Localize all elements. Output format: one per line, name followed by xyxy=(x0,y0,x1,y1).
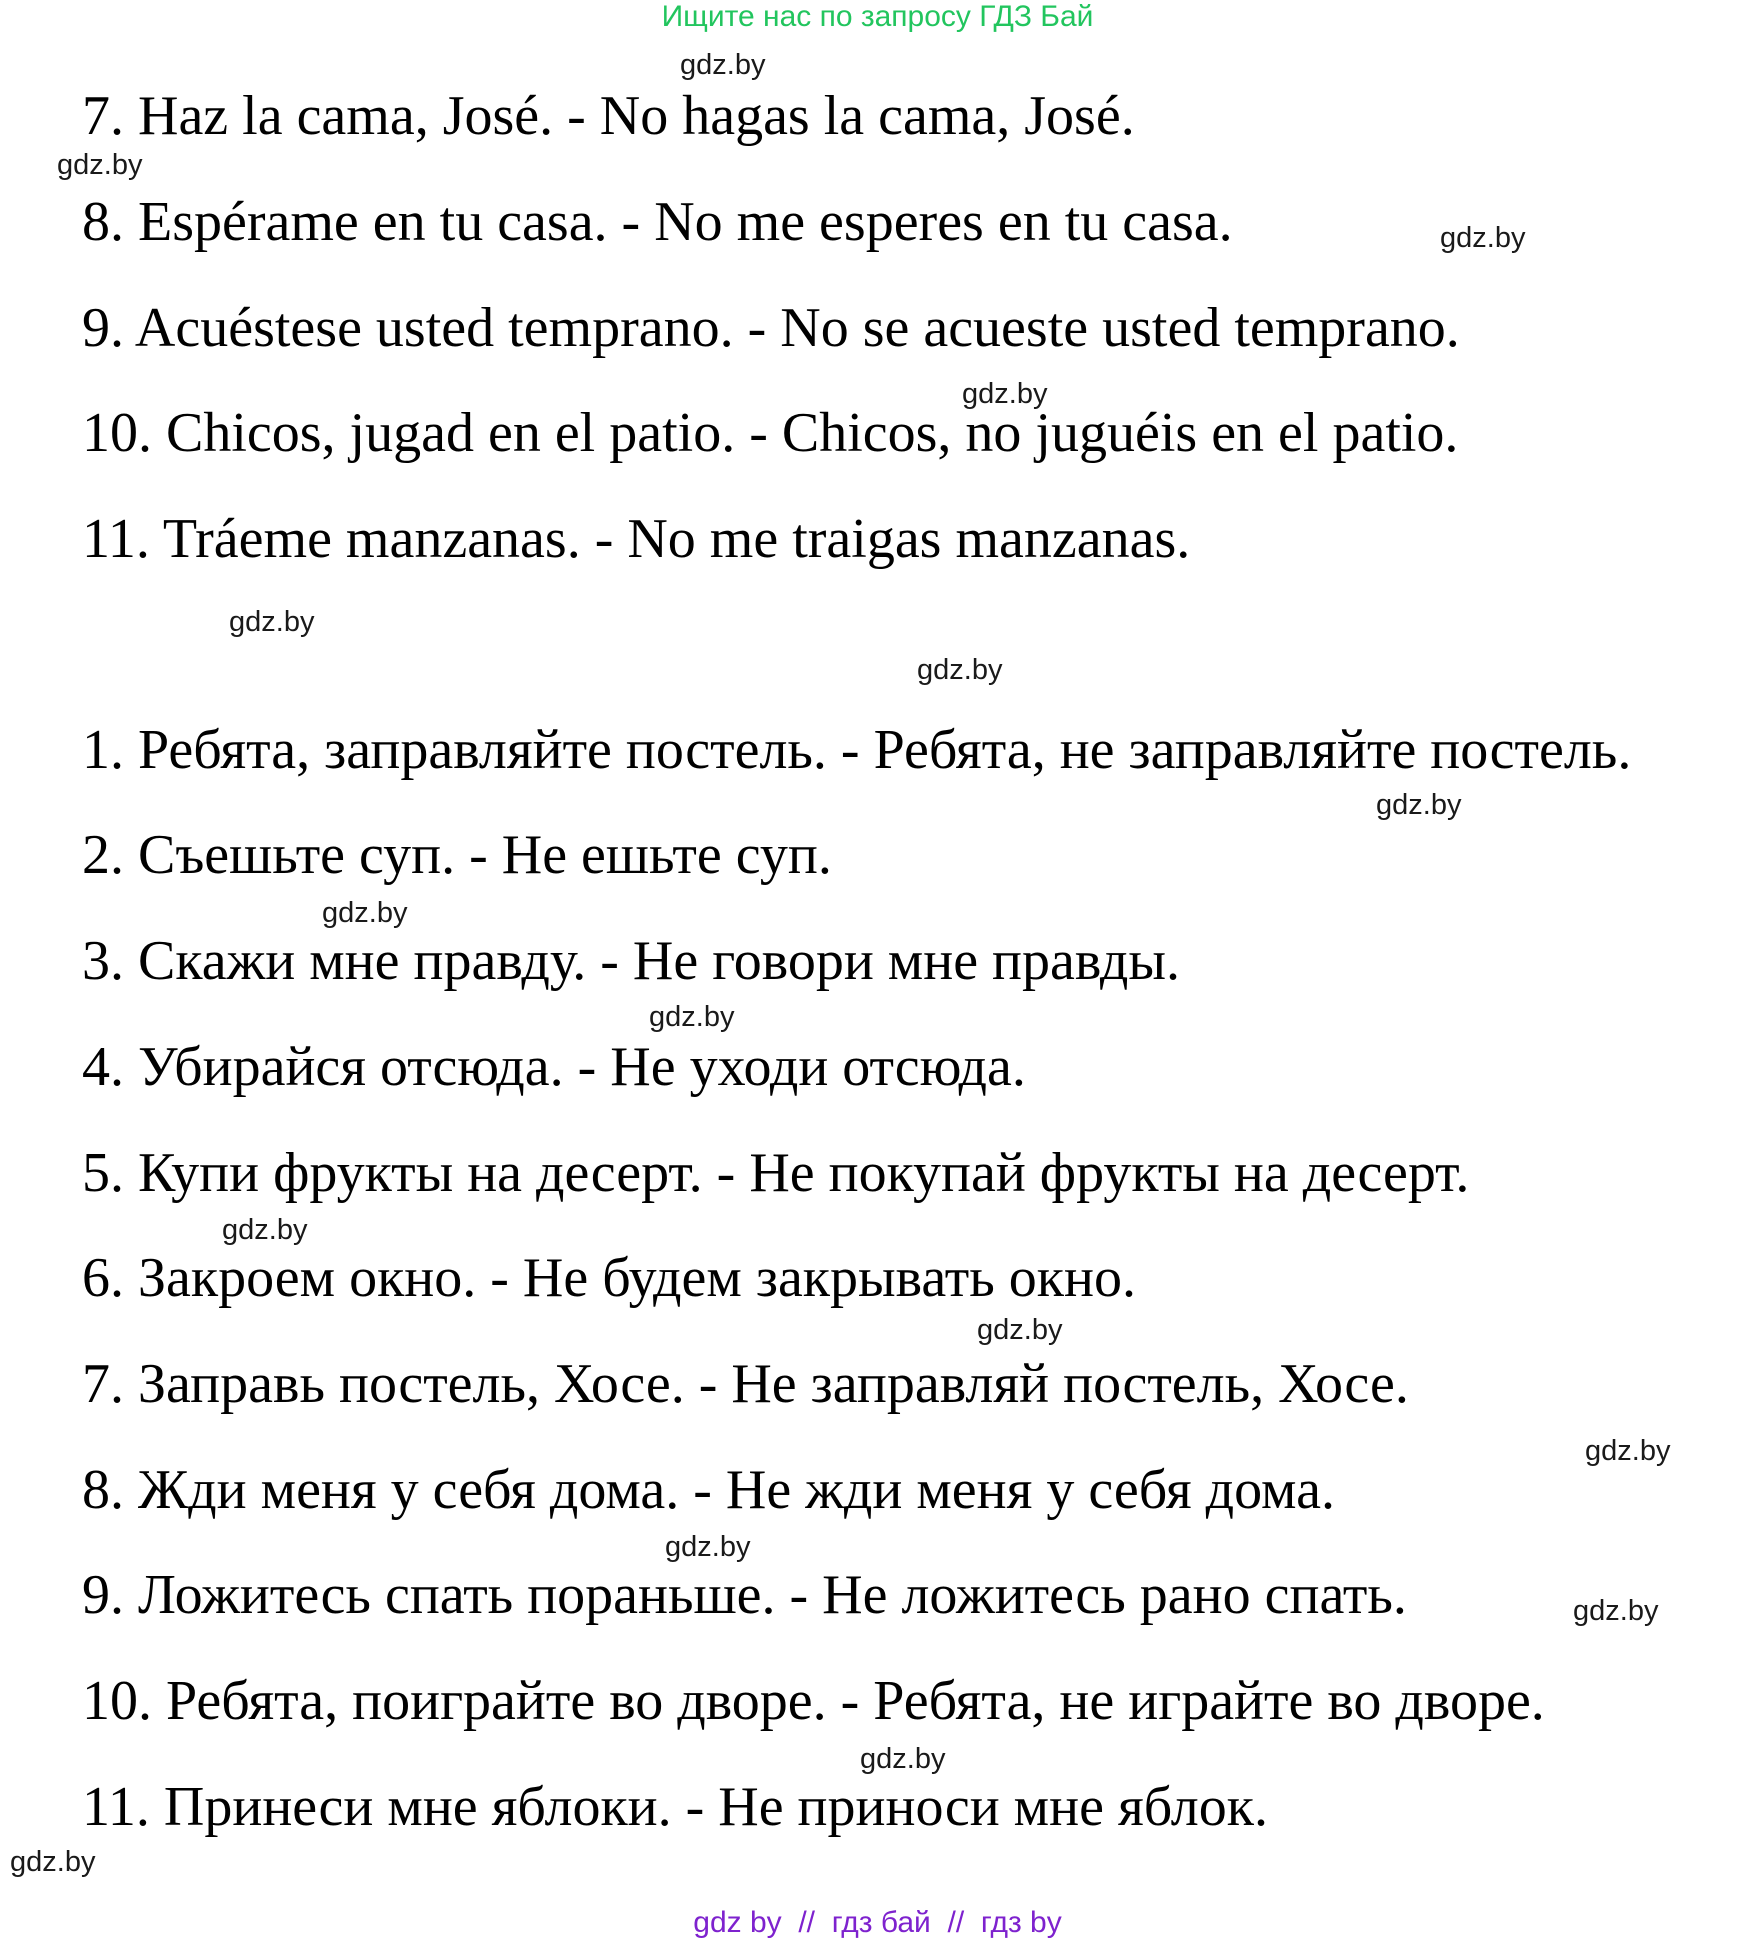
header-banner: Ищите нас по запросу ГДЗ Бай xyxy=(661,0,1094,33)
watermark: gdz.by xyxy=(222,1214,308,1246)
russian-line-3: 3. Скажи мне правду. - Не говори мне правды. xyxy=(82,930,1181,992)
watermark: gdz.by xyxy=(229,606,315,638)
russian-line-1: 1. Ребята, заправляйте постель. - Ребята, не заправляйте постель. xyxy=(82,719,1632,781)
watermark: gdz.by xyxy=(917,654,1003,686)
russian-line-9: 9. Ложитесь спать пораньше. - Не ложитесь рано спать. xyxy=(82,1564,1407,1626)
russian-line-11: 11. Принеси мне яблоки. - Не приноси мне яблок. xyxy=(82,1776,1268,1838)
russian-line-2: 2. Съешьте суп. - Не ешьте суп. xyxy=(82,824,832,886)
footer-link-gdz-by-cyr[interactable]: гдз by xyxy=(980,1906,1062,1939)
watermark: gdz.by xyxy=(1585,1435,1671,1467)
watermark: gdz.by xyxy=(1376,789,1462,821)
spanish-line-10: 10. Chicos, jugad en el patio. - Chicos, no juguéis en el patio. xyxy=(82,402,1459,464)
russian-line-4: 4. Убирайся отсюда. - Не уходи отсюда. xyxy=(82,1036,1026,1098)
watermark: gdz.by xyxy=(860,1743,946,1775)
watermark: gdz.by xyxy=(10,1846,96,1878)
watermark: gdz.by xyxy=(1573,1595,1659,1627)
watermark: gdz.by xyxy=(962,378,1048,410)
spanish-line-11: 11. Tráeme manzanas. - No me traigas manzanas. xyxy=(82,508,1191,570)
watermark: gdz.by xyxy=(665,1531,751,1563)
spanish-line-9: 9. Acuéstese usted temprano. - No se acueste usted temprano. xyxy=(82,297,1460,359)
watermark: gdz.by xyxy=(1440,222,1526,254)
footer-link-gdz-bai[interactable]: гдз бай xyxy=(831,1906,931,1939)
footer-separator: // xyxy=(781,1906,832,1939)
footer-link-gdz-by[interactable]: gdz by xyxy=(693,1906,782,1939)
russian-line-10: 10. Ребята, поиграйте во дворе. - Ребята, не играйте во дворе. xyxy=(82,1670,1545,1732)
watermark: gdz.by xyxy=(977,1314,1063,1346)
russian-line-7: 7. Заправь постель, Хосе. - Не заправляй постель, Хосе. xyxy=(82,1353,1409,1415)
watermark: gdz.by xyxy=(680,49,766,81)
watermark: gdz.by xyxy=(57,149,143,181)
russian-line-5: 5. Купи фрукты на десерт. - Не покупай фрукты на десерт. xyxy=(82,1142,1470,1204)
watermark: gdz.by xyxy=(649,1001,735,1033)
russian-line-6: 6. Закроем окно. - Не будем закрывать окно. xyxy=(82,1247,1136,1309)
spanish-line-8: 8. Espérame en tu casa. - No me esperes en tu casa. xyxy=(82,191,1233,253)
russian-line-8: 8. Жди меня у себя дома. - Не жди меня у себя дома. xyxy=(82,1459,1335,1521)
spanish-line-7: 7. Haz la cama, José. - No hagas la cama, José. xyxy=(82,85,1135,147)
footer-links xyxy=(0,1905,1755,1941)
footer-separator: // xyxy=(930,1906,981,1939)
watermark: gdz.by xyxy=(322,897,408,929)
